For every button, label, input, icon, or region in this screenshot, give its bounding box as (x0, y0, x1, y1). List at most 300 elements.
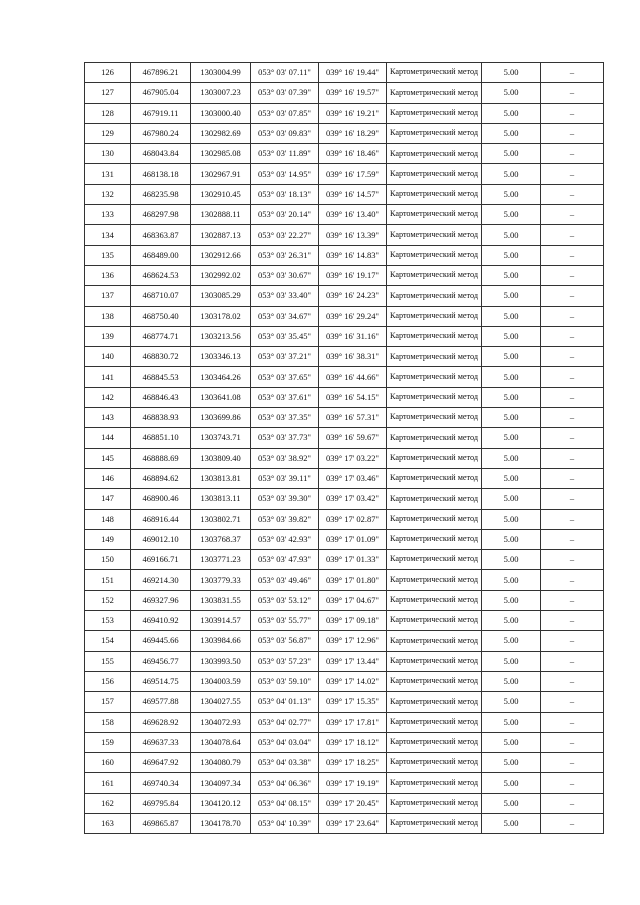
accuracy-cell: 5.00 (482, 631, 541, 651)
latitude-cell: 053° 04' 03.04" (251, 732, 319, 752)
table-row (85, 448, 604, 468)
latitude-cell: 053° 03' 39.82" (251, 509, 319, 529)
accuracy-cell: 5.00 (482, 184, 541, 204)
method-cell: Картометрический метод (387, 692, 482, 712)
x-coordinate-cell: 469166.71 (131, 550, 191, 570)
method-cell: Картометрический метод (387, 144, 482, 164)
table-row (85, 428, 604, 448)
latitude-cell: 053° 03' 34.67" (251, 306, 319, 326)
y-coordinate-cell: 1302912.66 (191, 245, 251, 265)
table-row (85, 347, 604, 367)
table-row (85, 265, 604, 285)
longitude-cell: 039° 16' 59.67" (319, 428, 387, 448)
method-cell: Картометрический метод (387, 103, 482, 123)
point-number-cell: 132 (85, 184, 131, 204)
method-cell: Картометрический метод (387, 83, 482, 103)
y-coordinate-cell: 1303213.56 (191, 326, 251, 346)
longitude-cell: 039° 16' 13.40" (319, 205, 387, 225)
note-cell: – (541, 265, 604, 285)
table-row (85, 144, 604, 164)
accuracy-cell: 5.00 (482, 671, 541, 691)
table-row (85, 63, 604, 83)
point-number-cell: 155 (85, 651, 131, 671)
accuracy-cell: 5.00 (482, 428, 541, 448)
longitude-cell: 039° 17' 03.22" (319, 448, 387, 468)
longitude-cell: 039° 17' 15.35" (319, 692, 387, 712)
table-row (85, 590, 604, 610)
table-row (85, 225, 604, 245)
table-row (85, 570, 604, 590)
note-cell: – (541, 225, 604, 245)
method-cell: Картометрический метод (387, 570, 482, 590)
latitude-cell: 053° 03' 38.92" (251, 448, 319, 468)
point-number-cell: 143 (85, 408, 131, 428)
point-number-cell: 150 (85, 550, 131, 570)
y-coordinate-cell: 1303085.29 (191, 286, 251, 306)
y-coordinate-cell: 1302888.11 (191, 205, 251, 225)
table-row (85, 408, 604, 428)
x-coordinate-cell: 469445.66 (131, 631, 191, 651)
point-number-cell: 158 (85, 712, 131, 732)
method-cell: Картометрический метод (387, 813, 482, 833)
point-number-cell: 147 (85, 489, 131, 509)
y-coordinate-cell: 1302985.08 (191, 144, 251, 164)
y-coordinate-cell: 1303831.55 (191, 590, 251, 610)
note-cell: – (541, 428, 604, 448)
table-row (85, 489, 604, 509)
point-number-cell: 152 (85, 590, 131, 610)
accuracy-cell: 5.00 (482, 326, 541, 346)
note-cell: – (541, 671, 604, 691)
note-cell: – (541, 712, 604, 732)
y-coordinate-cell: 1304120.12 (191, 793, 251, 813)
y-coordinate-cell: 1303802.71 (191, 509, 251, 529)
note-cell: – (541, 286, 604, 306)
y-coordinate-cell: 1304178.70 (191, 813, 251, 833)
x-coordinate-cell: 468043.84 (131, 144, 191, 164)
x-coordinate-cell: 469740.34 (131, 773, 191, 793)
accuracy-cell: 5.00 (482, 367, 541, 387)
method-cell: Картометрический метод (387, 306, 482, 326)
table-row (85, 671, 604, 691)
accuracy-cell: 5.00 (482, 793, 541, 813)
note-cell: – (541, 184, 604, 204)
method-cell: Картометрический метод (387, 631, 482, 651)
accuracy-cell: 5.00 (482, 245, 541, 265)
note-cell: – (541, 489, 604, 509)
longitude-cell: 039° 16' 29.24" (319, 306, 387, 326)
table-row (85, 611, 604, 631)
longitude-cell: 039° 16' 31.16" (319, 326, 387, 346)
accuracy-cell: 5.00 (482, 590, 541, 610)
x-coordinate-cell: 469514.75 (131, 671, 191, 691)
latitude-cell: 053° 03' 37.73" (251, 428, 319, 448)
x-coordinate-cell: 469865.87 (131, 813, 191, 833)
latitude-cell: 053° 04' 03.38" (251, 753, 319, 773)
accuracy-cell: 5.00 (482, 306, 541, 326)
method-cell: Картометрический метод (387, 408, 482, 428)
method-cell: Картометрический метод (387, 265, 482, 285)
longitude-cell: 039° 16' 19.17" (319, 265, 387, 285)
latitude-cell: 053° 03' 18.13" (251, 184, 319, 204)
x-coordinate-cell: 469012.10 (131, 529, 191, 549)
note-cell: – (541, 63, 604, 83)
longitude-cell: 039° 16' 38.31" (319, 347, 387, 367)
longitude-cell: 039° 17' 17.81" (319, 712, 387, 732)
x-coordinate-cell: 468774.71 (131, 326, 191, 346)
latitude-cell: 053° 04' 08.15" (251, 793, 319, 813)
point-number-cell: 162 (85, 793, 131, 813)
note-cell: – (541, 692, 604, 712)
accuracy-cell: 5.00 (482, 468, 541, 488)
method-cell: Картометрический метод (387, 63, 482, 83)
accuracy-cell: 5.00 (482, 286, 541, 306)
point-number-cell: 141 (85, 367, 131, 387)
x-coordinate-cell: 468830.72 (131, 347, 191, 367)
point-number-cell: 137 (85, 286, 131, 306)
note-cell: – (541, 509, 604, 529)
point-number-cell: 127 (85, 83, 131, 103)
x-coordinate-cell: 469628.92 (131, 712, 191, 732)
y-coordinate-cell: 1304097.34 (191, 773, 251, 793)
method-cell: Картометрический метод (387, 367, 482, 387)
longitude-cell: 039° 17' 01.09" (319, 529, 387, 549)
longitude-cell: 039° 16' 44.66" (319, 367, 387, 387)
longitude-cell: 039° 16' 18.29" (319, 123, 387, 143)
method-cell: Картометрический метод (387, 387, 482, 407)
latitude-cell: 053° 03' 14.95" (251, 164, 319, 184)
longitude-cell: 039° 17' 12.96" (319, 631, 387, 651)
method-cell: Картометрический метод (387, 732, 482, 752)
y-coordinate-cell: 1303743.71 (191, 428, 251, 448)
latitude-cell: 053° 03' 07.85" (251, 103, 319, 123)
note-cell: – (541, 550, 604, 570)
longitude-cell: 039° 17' 20.45" (319, 793, 387, 813)
latitude-cell: 053° 03' 56.87" (251, 631, 319, 651)
x-coordinate-cell: 468710.07 (131, 286, 191, 306)
y-coordinate-cell: 1303771.23 (191, 550, 251, 570)
point-number-cell: 163 (85, 813, 131, 833)
accuracy-cell: 5.00 (482, 529, 541, 549)
x-coordinate-cell: 468838.93 (131, 408, 191, 428)
x-coordinate-cell: 468916.44 (131, 509, 191, 529)
y-coordinate-cell: 1303809.40 (191, 448, 251, 468)
x-coordinate-cell: 467896.21 (131, 63, 191, 83)
x-coordinate-cell: 467919.11 (131, 103, 191, 123)
note-cell: – (541, 732, 604, 752)
latitude-cell: 053° 04' 01.13" (251, 692, 319, 712)
accuracy-cell: 5.00 (482, 611, 541, 631)
x-coordinate-cell: 468624.53 (131, 265, 191, 285)
note-cell: – (541, 448, 604, 468)
note-cell: – (541, 651, 604, 671)
method-cell: Картометрический метод (387, 468, 482, 488)
latitude-cell: 053° 03' 35.45" (251, 326, 319, 346)
method-cell: Картометрический метод (387, 245, 482, 265)
x-coordinate-cell: 469214.30 (131, 570, 191, 590)
longitude-cell: 039° 17' 18.12" (319, 732, 387, 752)
accuracy-cell: 5.00 (482, 63, 541, 83)
accuracy-cell: 5.00 (482, 387, 541, 407)
method-cell: Картометрический метод (387, 123, 482, 143)
point-number-cell: 151 (85, 570, 131, 590)
note-cell: – (541, 123, 604, 143)
latitude-cell: 053° 03' 37.35" (251, 408, 319, 428)
x-coordinate-cell: 467905.04 (131, 83, 191, 103)
longitude-cell: 039° 16' 14.57" (319, 184, 387, 204)
table-row (85, 205, 604, 225)
accuracy-cell: 5.00 (482, 408, 541, 428)
accuracy-cell: 5.00 (482, 164, 541, 184)
accuracy-cell: 5.00 (482, 753, 541, 773)
y-coordinate-cell: 1303178.02 (191, 306, 251, 326)
method-cell: Картометрический метод (387, 428, 482, 448)
table-row (85, 753, 604, 773)
x-coordinate-cell: 468489.00 (131, 245, 191, 265)
latitude-cell: 053° 03' 30.67" (251, 265, 319, 285)
method-cell: Картометрический метод (387, 793, 482, 813)
method-cell: Картометрический метод (387, 651, 482, 671)
point-number-cell: 130 (85, 144, 131, 164)
point-number-cell: 160 (85, 753, 131, 773)
method-cell: Картометрический метод (387, 712, 482, 732)
coordinates-table (84, 62, 604, 834)
note-cell: – (541, 611, 604, 631)
accuracy-cell: 5.00 (482, 144, 541, 164)
x-coordinate-cell: 468846.43 (131, 387, 191, 407)
accuracy-cell: 5.00 (482, 732, 541, 752)
accuracy-cell: 5.00 (482, 509, 541, 529)
longitude-cell: 039° 16' 24.23" (319, 286, 387, 306)
latitude-cell: 053° 03' 09.83" (251, 123, 319, 143)
note-cell: – (541, 408, 604, 428)
table-row (85, 651, 604, 671)
latitude-cell: 053° 04' 06.36" (251, 773, 319, 793)
accuracy-cell: 5.00 (482, 550, 541, 570)
accuracy-cell: 5.00 (482, 712, 541, 732)
point-number-cell: 149 (85, 529, 131, 549)
table-row (85, 286, 604, 306)
table-row (85, 773, 604, 793)
table-row (85, 509, 604, 529)
method-cell: Картометрический метод (387, 164, 482, 184)
y-coordinate-cell: 1303813.11 (191, 489, 251, 509)
longitude-cell: 039° 16' 57.31" (319, 408, 387, 428)
latitude-cell: 053° 03' 37.61" (251, 387, 319, 407)
note-cell: – (541, 773, 604, 793)
longitude-cell: 039° 17' 13.44" (319, 651, 387, 671)
longitude-cell: 039° 16' 19.44" (319, 63, 387, 83)
table-row (85, 732, 604, 752)
y-coordinate-cell: 1304078.64 (191, 732, 251, 752)
note-cell: – (541, 793, 604, 813)
longitude-cell: 039° 17' 04.67" (319, 590, 387, 610)
note-cell: – (541, 631, 604, 651)
y-coordinate-cell: 1303464.26 (191, 367, 251, 387)
note-cell: – (541, 367, 604, 387)
x-coordinate-cell: 468900.46 (131, 489, 191, 509)
y-coordinate-cell: 1302992.02 (191, 265, 251, 285)
accuracy-cell: 5.00 (482, 83, 541, 103)
point-number-cell: 144 (85, 428, 131, 448)
x-coordinate-cell: 469410.92 (131, 611, 191, 631)
point-number-cell: 139 (85, 326, 131, 346)
x-coordinate-cell: 469327.96 (131, 590, 191, 610)
latitude-cell: 053° 03' 55.77" (251, 611, 319, 631)
accuracy-cell: 5.00 (482, 651, 541, 671)
x-coordinate-cell: 469795.84 (131, 793, 191, 813)
accuracy-cell: 5.00 (482, 205, 541, 225)
latitude-cell: 053° 03' 07.11" (251, 63, 319, 83)
x-coordinate-cell: 468297.98 (131, 205, 191, 225)
latitude-cell: 053° 03' 42.93" (251, 529, 319, 549)
accuracy-cell: 5.00 (482, 692, 541, 712)
point-number-cell: 142 (85, 387, 131, 407)
latitude-cell: 053° 03' 37.65" (251, 367, 319, 387)
table-row (85, 123, 604, 143)
accuracy-cell: 5.00 (482, 773, 541, 793)
note-cell: – (541, 205, 604, 225)
y-coordinate-cell: 1303000.40 (191, 103, 251, 123)
note-cell: – (541, 387, 604, 407)
point-number-cell: 154 (85, 631, 131, 651)
method-cell: Картометрический метод (387, 753, 482, 773)
table-row (85, 631, 604, 651)
note-cell: – (541, 326, 604, 346)
point-number-cell: 138 (85, 306, 131, 326)
accuracy-cell: 5.00 (482, 225, 541, 245)
table-row (85, 387, 604, 407)
table-row (85, 367, 604, 387)
note-cell: – (541, 468, 604, 488)
point-number-cell: 161 (85, 773, 131, 793)
y-coordinate-cell: 1304080.79 (191, 753, 251, 773)
method-cell: Картометрический метод (387, 347, 482, 367)
longitude-cell: 039° 16' 54.15" (319, 387, 387, 407)
method-cell: Картометрический метод (387, 184, 482, 204)
latitude-cell: 053° 04' 02.77" (251, 712, 319, 732)
table-row (85, 712, 604, 732)
accuracy-cell: 5.00 (482, 265, 541, 285)
x-coordinate-cell: 468138.18 (131, 164, 191, 184)
accuracy-cell: 5.00 (482, 347, 541, 367)
point-number-cell: 135 (85, 245, 131, 265)
method-cell: Картометрический метод (387, 205, 482, 225)
note-cell: – (541, 570, 604, 590)
point-number-cell: 129 (85, 123, 131, 143)
note-cell: – (541, 590, 604, 610)
table-row (85, 529, 604, 549)
longitude-cell: 039° 17' 01.33" (319, 550, 387, 570)
latitude-cell: 053° 03' 37.21" (251, 347, 319, 367)
accuracy-cell: 5.00 (482, 570, 541, 590)
latitude-cell: 053° 03' 57.23" (251, 651, 319, 671)
y-coordinate-cell: 1302887.13 (191, 225, 251, 245)
point-number-cell: 146 (85, 468, 131, 488)
note-cell: – (541, 529, 604, 549)
point-number-cell: 136 (85, 265, 131, 285)
latitude-cell: 053° 03' 11.89" (251, 144, 319, 164)
method-cell: Картометрический метод (387, 671, 482, 691)
y-coordinate-cell: 1303346.13 (191, 347, 251, 367)
y-coordinate-cell: 1303779.33 (191, 570, 251, 590)
latitude-cell: 053° 03' 39.30" (251, 489, 319, 509)
table-row (85, 550, 604, 570)
longitude-cell: 039° 16' 19.21" (319, 103, 387, 123)
method-cell: Картометрический метод (387, 286, 482, 306)
method-cell: Картометрический метод (387, 529, 482, 549)
note-cell: – (541, 306, 604, 326)
method-cell: Картометрический метод (387, 448, 482, 468)
note-cell: – (541, 164, 604, 184)
y-coordinate-cell: 1303004.99 (191, 63, 251, 83)
coordinates-table-body (85, 63, 604, 834)
latitude-cell: 053° 03' 26.31" (251, 245, 319, 265)
longitude-cell: 039° 17' 01.80" (319, 570, 387, 590)
x-coordinate-cell: 469637.33 (131, 732, 191, 752)
accuracy-cell: 5.00 (482, 813, 541, 833)
latitude-cell: 053° 03' 59.10" (251, 671, 319, 691)
table-row (85, 793, 604, 813)
latitude-cell: 053° 03' 20.14" (251, 205, 319, 225)
longitude-cell: 039° 16' 14.83" (319, 245, 387, 265)
point-number-cell: 157 (85, 692, 131, 712)
latitude-cell: 053° 04' 10.39" (251, 813, 319, 833)
point-number-cell: 148 (85, 509, 131, 529)
note-cell: – (541, 347, 604, 367)
point-number-cell: 140 (85, 347, 131, 367)
point-number-cell: 126 (85, 63, 131, 83)
table-row (85, 306, 604, 326)
longitude-cell: 039° 16' 17.59" (319, 164, 387, 184)
y-coordinate-cell: 1302982.69 (191, 123, 251, 143)
x-coordinate-cell: 468363.87 (131, 225, 191, 245)
longitude-cell: 039° 17' 03.42" (319, 489, 387, 509)
point-number-cell: 133 (85, 205, 131, 225)
x-coordinate-cell: 469456.77 (131, 651, 191, 671)
longitude-cell: 039° 17' 18.25" (319, 753, 387, 773)
method-cell: Картометрический метод (387, 590, 482, 610)
x-coordinate-cell: 468235.98 (131, 184, 191, 204)
x-coordinate-cell: 467980.24 (131, 123, 191, 143)
point-number-cell: 145 (85, 448, 131, 468)
point-number-cell: 131 (85, 164, 131, 184)
point-number-cell: 128 (85, 103, 131, 123)
longitude-cell: 039° 17' 02.87" (319, 509, 387, 529)
y-coordinate-cell: 1304027.55 (191, 692, 251, 712)
y-coordinate-cell: 1303641.08 (191, 387, 251, 407)
latitude-cell: 053° 03' 22.27" (251, 225, 319, 245)
note-cell: – (541, 245, 604, 265)
note-cell: – (541, 813, 604, 833)
accuracy-cell: 5.00 (482, 489, 541, 509)
longitude-cell: 039° 16' 19.57" (319, 83, 387, 103)
y-coordinate-cell: 1304003.59 (191, 671, 251, 691)
x-coordinate-cell: 468894.62 (131, 468, 191, 488)
latitude-cell: 053° 03' 47.93" (251, 550, 319, 570)
longitude-cell: 039° 17' 23.64" (319, 813, 387, 833)
y-coordinate-cell: 1303993.50 (191, 651, 251, 671)
method-cell: Картометрический метод (387, 611, 482, 631)
table-row (85, 184, 604, 204)
longitude-cell: 039° 17' 09.18" (319, 611, 387, 631)
x-coordinate-cell: 468888.69 (131, 448, 191, 468)
longitude-cell: 039° 16' 18.46" (319, 144, 387, 164)
point-number-cell: 153 (85, 611, 131, 631)
method-cell: Картометрический метод (387, 509, 482, 529)
longitude-cell: 039° 17' 19.19" (319, 773, 387, 793)
latitude-cell: 053° 03' 53.12" (251, 590, 319, 610)
